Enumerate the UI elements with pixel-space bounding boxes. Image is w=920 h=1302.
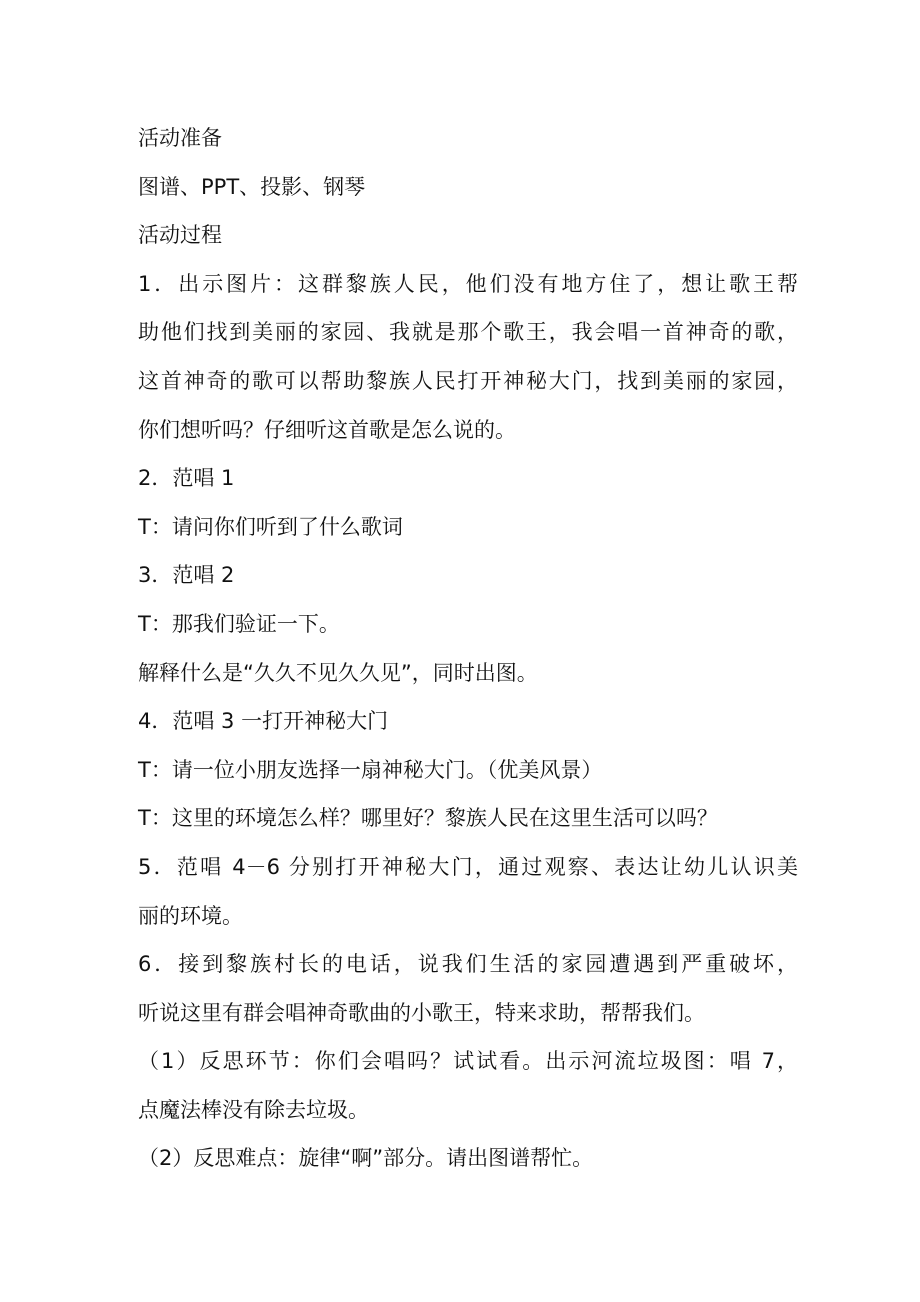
step-2: 2．范唱 1 bbox=[138, 466, 235, 491]
step-3: 3．范唱 2 bbox=[138, 563, 235, 588]
step-6-line-2: 听说这里有群会唱神奇歌曲的小歌王，特来求助，帮帮我们。 bbox=[138, 1000, 705, 1025]
step-5-line-2: 丽的环境。 bbox=[138, 903, 243, 928]
step-5-line-1: 5．范唱 4－6 分别打开神秘大门，通过观察、表达让幼儿认识美 bbox=[138, 854, 798, 879]
document-page bbox=[138, 114, 798, 1183]
step-3-teacher-line: T：那我们验证一下。 bbox=[138, 611, 340, 636]
step-1-line-2: 助他们找到美丽的家园、我就是那个歌王，我会唱一首神奇的歌， bbox=[138, 320, 798, 345]
step-4: 4．范唱 3 一打开神秘大门 bbox=[138, 709, 389, 734]
step-4-teacher-line-1: T：请一位小朋友选择一扇神秘大门。（优美风景） bbox=[138, 757, 603, 782]
step-6-line-1: 6．接到黎族村长的电话，说我们生活的家园遭遇到严重破坏， bbox=[138, 952, 798, 977]
preparation-materials: 图谱、PPT、投影、钢琴 bbox=[138, 174, 366, 199]
reflection-1-line-1: （1）反思环节：你们会唱吗？试试看。出示河流垃圾图：唱 7， bbox=[138, 1049, 798, 1074]
step-2-teacher-question: T：请问你们听到了什么歌词 bbox=[138, 514, 403, 539]
section-heading-preparation: 活动准备 bbox=[138, 126, 222, 150]
step-1-line-1: 1．出示图片：这群黎族人民，他们没有地方住了，想让歌王帮 bbox=[138, 271, 798, 296]
reflection-2: （2）反思难点：旋律“啊”部分。请出图谱帮忙。 bbox=[138, 1146, 594, 1171]
section-heading-process: 活动过程 bbox=[138, 223, 222, 248]
reflection-1-line-2: 点魔法棒没有除去垃圾。 bbox=[138, 1097, 369, 1122]
step-3-explanation: 解释什么是“久久不见久久见”，同时出图。 bbox=[138, 660, 538, 685]
step-1-line-3: 这首神奇的歌可以帮助黎族人民打开神秘大门，找到美丽的家园， bbox=[138, 368, 798, 393]
step-1-line-4: 你们想听吗？仔细听这首歌是怎么说的。 bbox=[138, 417, 516, 442]
step-4-teacher-line-2: T：这里的环境怎么样？哪里好？黎族人民在这里生活可以吗？ bbox=[138, 806, 718, 831]
